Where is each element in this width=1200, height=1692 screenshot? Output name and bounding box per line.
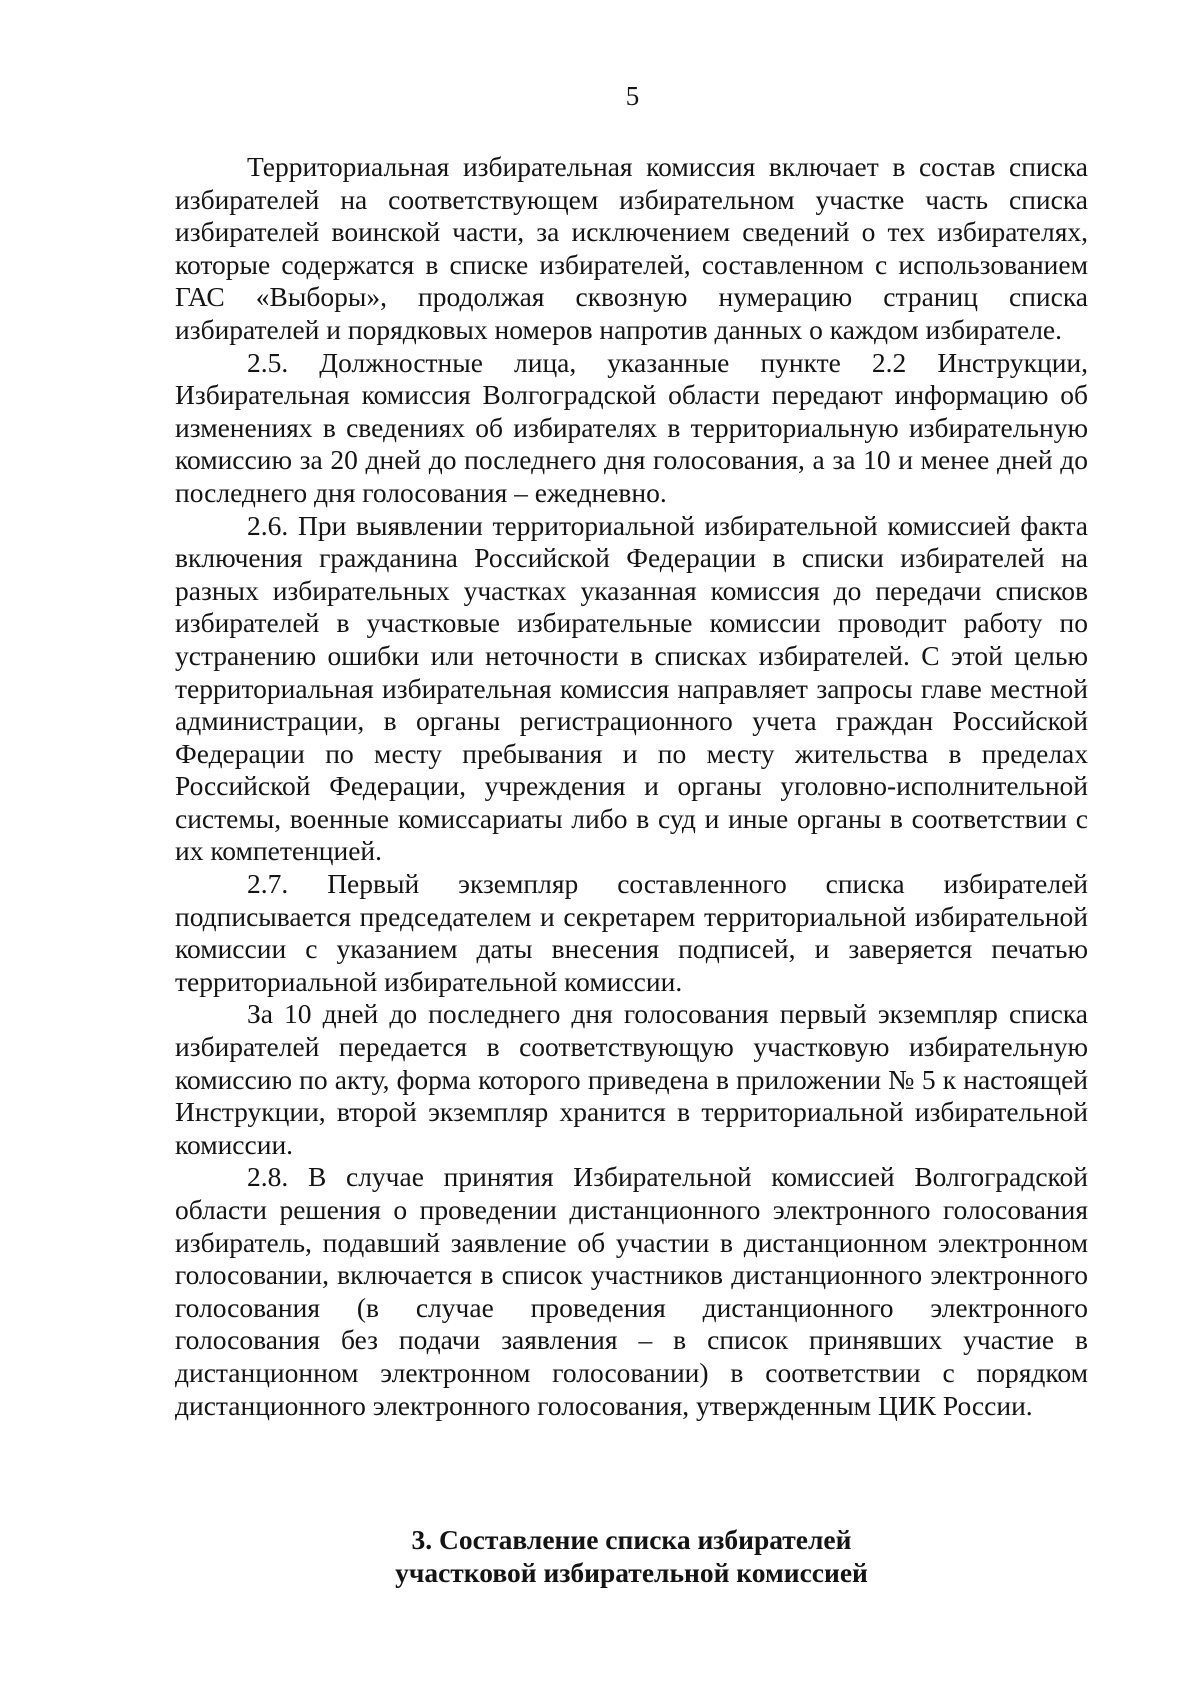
paragraph-2-8: 2.8. В случае принятия Избирательной комиссией Волгоградской области решения о проведении дистанционного электронного голосования избиратель, подавший заявление об участии в дистанционном электронном голосовании, включается в список участников дистанционного электронного голосования (в случае проведения дистанционного электронного голосования без подачи заявления – в список принявших участие в дистанционном электронном голосовании) в соответствии с порядком дистанционного электронного голосования, утвержденным ЦИК России. [175,1161,1088,1421]
page-number: 5 [625,81,640,111]
section-heading [175,1523,1088,1589]
section-heading-line-2: участковой избирательной комиссией [395,1557,868,1588]
paragraph-transfer-10-days: За 10 дней до последнего дня голосования первый экземпляр списка избирателей передается в соответствующую участковую избирательную комиссию по акту, форма которого приведена в приложении № 5 к настоящей Инструкции, второй экземпляр хранится в территориальной избирательной комиссии. [175,998,1088,1160]
document-body [175,151,1088,1422]
section-heading-line-1: 3. Составление списка избирателей [411,1524,852,1555]
paragraph-voter-list-inclusion: Территориальная избирательная комиссия включает в состав списка избирателей на соответствующем избирательном участке часть списка избирателей воинской части, за исключением сведений о тех избирателях, которые содержатся в списке избирателей, составленном с использованием ГАС «Выборы», продолжая сквозную нумерацию страниц списка избирателей и порядковых номеров напротив данных о каждом избирателе. [175,151,1088,345]
paragraph-2-7: 2.7. Первый экземпляр составленного списка избирателей подписывается председателем и секретарем территориальной избирательной комиссии с указанием даты внесения подписей, и заверяется печатью территориальной избирательной комиссии. [175,868,1088,997]
paragraph-2-6: 2.6. При выявлении территориальной избирательной комиссией факта включения гражданина Российской Федерации в списки избирателей на разных избирательных участках указанная комиссия до передачи списков избирателей в участковые избирательные комиссии проводит работу по устранению ошибки или неточности в списках избирателей. С этой целью территориальная избирательная комиссия направляет запросы главе местной администрации, в органы регистрационного учета граждан Российской Федерации по месту пребывания и по месту жительства в пределах Российской Федерации, учреждения и органы уголовно-исполнительной системы, военные комиссариаты либо в суд и иные органы в соответствии с их компетенцией. [175,509,1088,867]
paragraph-2-5: 2.5. Должностные лица, указанные пункте 2.2 Инструкции, Избирательная комиссия Волгоградской области передают информацию об изменениях в сведениях об избирателях в территориальную избирательную комиссию за 20 дней до последнего дня голосования, а за 10 и менее дней до последнего дня голосования – ежедневно. [175,346,1088,508]
